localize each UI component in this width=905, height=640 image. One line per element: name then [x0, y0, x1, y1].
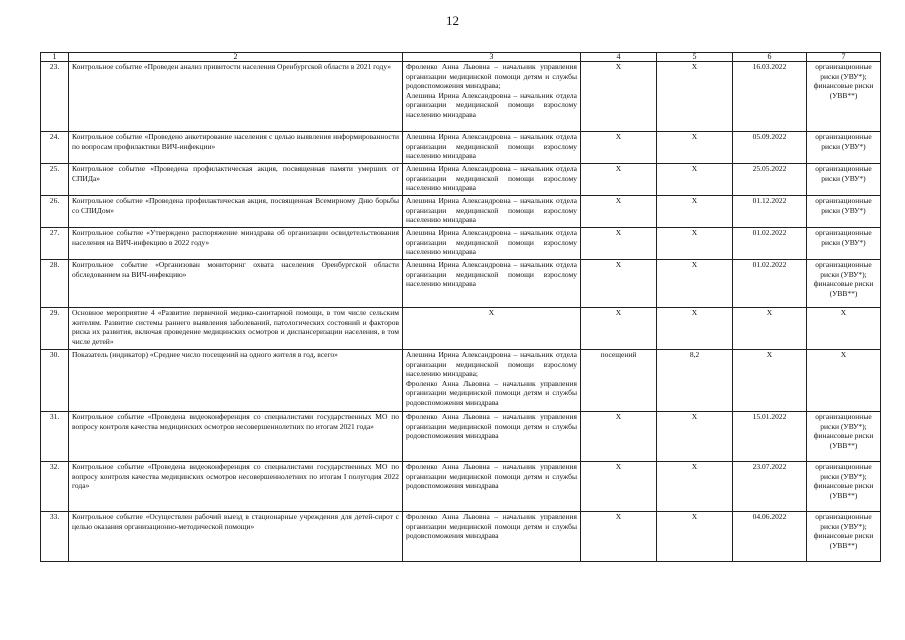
column-header: 2 — [69, 53, 403, 62]
responsible-cell — [403, 260, 581, 308]
responsible-person: Алешина Ирина Александровна – начальник отдела организации медицинской помощи взрослому населению минздрава — [406, 260, 577, 289]
column-header: 5 — [657, 53, 733, 62]
page-number: 12 — [446, 13, 459, 28]
responsible-person: Алешина Ирина Александровна – начальник отдела организации медицинской помощи взрослому населению минздрава — [406, 132, 577, 161]
risk-cell: организационные риски (УВУ*) — [807, 132, 881, 164]
table-row — [41, 62, 881, 132]
plan-table — [40, 52, 881, 562]
unit-cell: X — [581, 308, 657, 350]
value-cell: X — [657, 512, 733, 562]
value-cell: X — [657, 412, 733, 462]
responsible-person: Алешина Ирина Александровна – начальник отдела организации медицинской помощи взрослому населению минздрава — [406, 196, 577, 225]
responsible-cell — [403, 196, 581, 228]
event-name: Контрольное событие «Проведена видеоконференция со специалистами государственных МО по вопросу контроля качества медицинских осмотров несовершеннолетних по итогам 2021 года» — [69, 412, 403, 462]
value-cell: X — [657, 308, 733, 350]
date-cell: 04.06.2022 — [733, 512, 807, 562]
row-number: 25. — [41, 164, 69, 196]
risk-cell: X — [807, 308, 881, 350]
row-number: 24. — [41, 132, 69, 164]
event-name: Основное мероприятие 4 «Развитие первичной медико-санитарной помощи, в том числе сельским жителям. Развитие системы раннего выявления заболеваний, патологических состояний и факторов риска их развития, включая проведение медицинских осмотров и диспансеризации населения, в том числе детей» — [69, 308, 403, 350]
responsible-cell — [403, 62, 581, 132]
responsible-person: Алешина Ирина Александровна – начальник отдела организации медицинской помощи взрослому населению минздрава — [406, 228, 577, 257]
responsible-cell — [403, 462, 581, 512]
risk-cell: организационные риски (УВУ*); финансовые риски (УВВ**) — [807, 512, 881, 562]
row-number: 29. — [41, 308, 69, 350]
date-cell: X — [733, 308, 807, 350]
responsible-person: Фроленко Анна Львовна – начальник управления организации медицинской помощи детям и службы родовспоможения минздрава — [406, 378, 577, 407]
row-number: 23. — [41, 62, 69, 132]
unit-cell: X — [581, 412, 657, 462]
table-row — [41, 512, 881, 562]
table-row — [41, 228, 881, 260]
responsible-cell — [403, 412, 581, 462]
unit-cell: X — [581, 462, 657, 512]
row-number: 30. — [41, 350, 69, 412]
value-cell: X — [657, 196, 733, 228]
row-number: 31. — [41, 412, 69, 462]
responsible-cell — [403, 350, 581, 412]
date-cell: 15.01.2022 — [733, 412, 807, 462]
event-name: Контрольное событие «Утверждено распоряжение минздрава об организации освидетельствования населения на ВИЧ-инфекцию в 2022 году» — [69, 228, 403, 260]
column-header: 6 — [733, 53, 807, 62]
value-cell: X — [657, 462, 733, 512]
table-row — [41, 350, 881, 412]
responsible-cell: X — [403, 308, 581, 350]
row-number: 26. — [41, 196, 69, 228]
event-name: Контрольное событие «Проведено анкетирование населения с целью выявления информированности по вопросам профилактики ВИЧ-инфекции» — [69, 132, 403, 164]
unit-cell: X — [581, 196, 657, 228]
table-row — [41, 412, 881, 462]
responsible-person: Алешина Ирина Александровна – начальник отдела организации медицинской помощи взрослому населению минздрава — [406, 90, 577, 119]
responsible-cell — [403, 132, 581, 164]
responsible-person: Алешина Ирина Александровна – начальник отдела организации медицинской помощи взрослому населению минздрава; — [406, 350, 577, 379]
value-cell: X — [657, 228, 733, 260]
responsible-cell — [403, 228, 581, 260]
date-cell: 25.05.2022 — [733, 164, 807, 196]
column-header: 7 — [807, 53, 881, 62]
responsible-cell — [403, 164, 581, 196]
responsible-person: Фроленко Анна Львовна – начальник управления организации медицинской помощи детям и службы родовспоможения минздрава — [406, 412, 577, 441]
unit-cell: X — [581, 260, 657, 308]
row-number: 28. — [41, 260, 69, 308]
date-cell: 01.12.2022 — [733, 196, 807, 228]
date-cell: 05.09.2022 — [733, 132, 807, 164]
date-cell: 23.07.2022 — [733, 462, 807, 512]
table-row — [41, 308, 881, 350]
date-cell: 01.02.2022 — [733, 228, 807, 260]
table-row — [41, 260, 881, 308]
event-name: Контрольное событие «Проведена профилактическая акция, посвященная памяти умерших от СПИДа» — [69, 164, 403, 196]
unit-cell: X — [581, 132, 657, 164]
value-cell: 8,2 — [657, 350, 733, 412]
risk-cell: организационные риски (УВУ*) — [807, 164, 881, 196]
date-cell: 01.02.2022 — [733, 260, 807, 308]
value-cell: X — [657, 164, 733, 196]
responsible-person: Фроленко Анна Львовна – начальник управления организации медицинской помощи детям и службы родовспоможения минздрава — [406, 462, 577, 491]
risk-cell: организационные риски (УВУ*) — [807, 196, 881, 228]
value-cell: X — [657, 260, 733, 308]
column-header: 4 — [581, 53, 657, 62]
header-row — [41, 53, 881, 62]
row-number: 33. — [41, 512, 69, 562]
table-row — [41, 196, 881, 228]
unit-cell: X — [581, 512, 657, 562]
table-row — [41, 462, 881, 512]
responsible-cell — [403, 512, 581, 562]
risk-cell: организационные риски (УВУ*) — [807, 228, 881, 260]
value-cell: X — [657, 62, 733, 132]
unit-cell: X — [581, 164, 657, 196]
event-name: Контрольное событие «Осуществлен рабочий выезд в стационарные учреждения для детей-сирот с целью оказания организационно-методической помощи» — [69, 512, 403, 562]
responsible-person: Фроленко Анна Львовна – начальник управления организации медицинской помощи детям и службы родовспоможения минздрава — [406, 512, 577, 541]
date-cell: X — [733, 350, 807, 412]
event-name: Контрольное событие «Проведен анализ привитости населения Оренбургской области в 2021 году» — [69, 62, 403, 132]
risk-cell: организационные риски (УВУ*); финансовые риски (УВВ**) — [807, 462, 881, 512]
event-name: Контрольное событие «Организован мониторинг охвата населения Оренбургской области обследованием на ВИЧ-инфекцию» — [69, 260, 403, 308]
column-header: 1 — [41, 53, 69, 62]
unit-cell: посещений — [581, 350, 657, 412]
event-name: Показатель (индикатор) «Среднее число посещений на одного жителя в год, всего» — [69, 350, 403, 412]
unit-cell: X — [581, 62, 657, 132]
column-header: 3 — [403, 53, 581, 62]
value-cell: X — [657, 132, 733, 164]
row-number: 32. — [41, 462, 69, 512]
event-name: Контрольное событие «Проведена профилактическая акция, посвященная Всемирному Дню борьбы со СПИДом» — [69, 196, 403, 228]
event-name: Контрольное событие «Проведена видеоконференция со специалистами государственных МО по вопросу контроля качества медицинских осмотров несовершеннолетних по итогам I полугодия 2022 года» — [69, 462, 403, 512]
table-row — [41, 132, 881, 164]
risk-cell: организационные риски (УВУ*); финансовые риски (УВВ**) — [807, 62, 881, 132]
row-number: 27. — [41, 228, 69, 260]
responsible-person: Фроленко Анна Львовна – начальник управления организации медицинской помощи детям и службы родовспоможения минздрава; — [406, 62, 577, 91]
unit-cell: X — [581, 228, 657, 260]
risk-cell: организационные риски (УВУ*); финансовые риски (УВВ**) — [807, 412, 881, 462]
risk-cell: X — [807, 350, 881, 412]
table-row — [41, 164, 881, 196]
date-cell: 16.03.2022 — [733, 62, 807, 132]
risk-cell: организационные риски (УВУ*); финансовые риски (УВВ**) — [807, 260, 881, 308]
responsible-person: Алешина Ирина Александровна – начальник отдела организации медицинской помощи взрослому населению минздрава — [406, 164, 577, 193]
